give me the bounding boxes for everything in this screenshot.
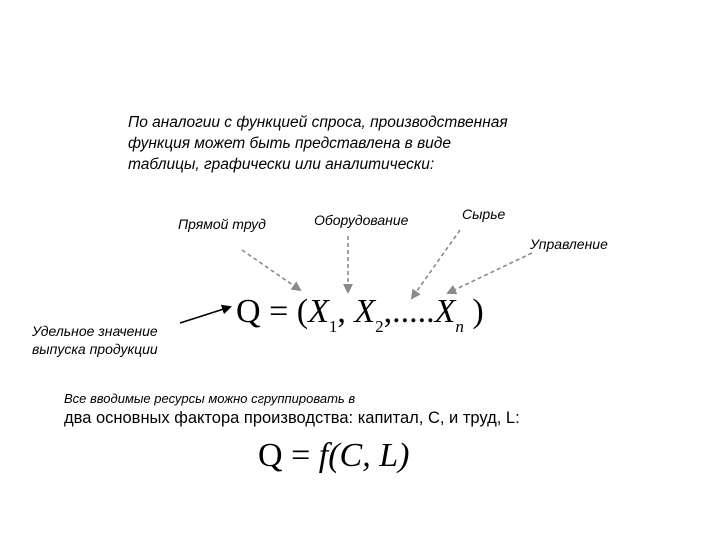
resources-factors: два основных фактора производства: капитал, С, и труд, L: [64, 409, 520, 427]
factor-raw-materials: Сырье [462, 206, 506, 222]
arrow-raw-materials [412, 230, 460, 298]
arrow-management [448, 253, 532, 293]
arrow-direct-labor [242, 250, 300, 290]
resources-note: Все вводимые ресурсы можно сгруппировать в [64, 391, 356, 406]
yield-label-line-1: Удельное значение [32, 323, 158, 339]
formula1-subn: n [455, 317, 464, 336]
formula1-x1: X [308, 293, 329, 330]
formula1-comma1: , [337, 293, 346, 330]
formula1-sub2: 2 [375, 317, 384, 336]
factor-equipment: Оборудование [314, 212, 409, 228]
formula1-x2: X [354, 293, 376, 330]
formula1-close: ) [472, 293, 484, 330]
formula2-q: Q [258, 437, 283, 474]
intro-line-1: По аналогии с функцией спроса, производственная [128, 114, 508, 131]
formula1-open: ( [296, 293, 309, 330]
factor-direct-labor: Прямой труд [178, 216, 266, 232]
formula1-q: Q [236, 293, 261, 330]
intro-line-2: функция может быть представлена в виде [128, 135, 451, 152]
formula1-dots: ,..... [383, 293, 435, 330]
formula1-sub1: 1 [328, 317, 338, 336]
formula2-f: f [318, 437, 329, 474]
production-function-formula [236, 292, 484, 347]
formula1-eq: = [269, 293, 289, 330]
cobb-function-formula [258, 436, 409, 476]
intro-line-3: таблицы, графически или аналитически: [128, 156, 435, 173]
factor-management: Управление [530, 236, 608, 252]
yield-label-line-2: выпуска продукции [32, 341, 158, 357]
formula1-xn: X [434, 293, 456, 330]
formula2-args: (C, L) [328, 437, 410, 474]
yield-label [32, 322, 158, 358]
arrow-yield [180, 307, 230, 323]
formula2-eq: = [291, 437, 311, 474]
